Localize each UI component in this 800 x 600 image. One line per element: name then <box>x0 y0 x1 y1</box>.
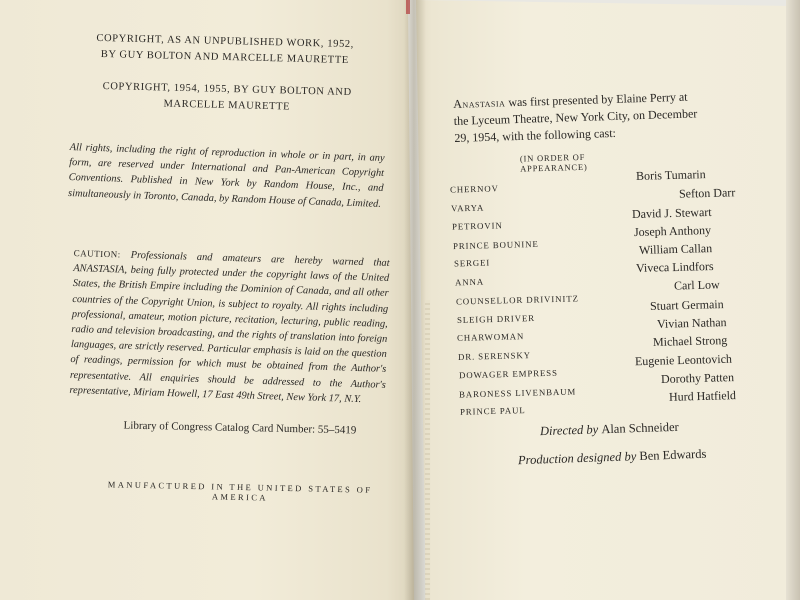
spine-edge <box>406 0 410 14</box>
cast-actor: Sefton Darr <box>678 185 736 201</box>
cast-role: BARONESS LIVENBAUM <box>458 386 577 400</box>
cast-actor: Stuart Germain <box>649 297 724 313</box>
cast-role: PRINCE PAUL <box>459 405 526 417</box>
caution-text: Professionals and amateurs are hereby warned that ANASTASIA, being fully protected under the copyright laws of the United States, the British Empire including the Dominion of Canada, and all other countries of the Copyright Union, is subject to royalty. All rights including professional, amateur, motion picture, recitation, lecturing, public reading, radio and television broadcasting, and the rights of translation into foreign languages, are strictly reserved. Particular emphasis is laid on the question of readings, permission for which must be obtained from the Author's representative. All enquiries should be addressed to the Author's representative, Miriam Howell, 17 East 49th Street, New York 17, N.Y. <box>69 249 390 405</box>
cast-actor: David J. Stewart <box>631 204 712 222</box>
cast-actor: Vivian Nathan <box>656 315 727 331</box>
cover-edge <box>786 0 800 600</box>
order-of-appearance-note: (IN ORDER OF APPEARANCE) <box>519 151 588 174</box>
cast-actor: Eugenie Leontovich <box>634 351 733 369</box>
cast-actor: Michael Strong <box>652 333 728 349</box>
cast-role: VARYA <box>450 202 485 214</box>
rights-paragraph: All rights, including the right of reproduction in whole or in part, in any form, are reserved under International and Pan-American Copyright Conventions. Published in New York by Random House, Inc., and simultaneously in Toronto, Canada, by Random House of Canada, Limited. <box>67 141 385 210</box>
cast-actor: Dorothy Patten <box>660 370 735 386</box>
cast-actor: William Callan <box>638 241 713 257</box>
cast-actor: Joseph Anthony <box>633 222 712 240</box>
cast-role: CHERNOV <box>449 183 499 195</box>
copyright-unpublished: COPYRIGHT, AS AN UNPUBLISHED WORK, 1952, BY GUY BOLTON AND MARCELLE MAURETTE <box>96 32 355 67</box>
cast-role: SERGEI <box>453 257 491 269</box>
library-of-congress-number: Library of Congress Catalog Card Number: 55–5419 <box>123 419 357 437</box>
caution-label: CAUTION: <box>73 247 121 260</box>
cast-role: DR. SERENSKY <box>457 350 532 362</box>
cast-role: CHARWOMAN <box>456 331 525 343</box>
page-rough-edge <box>425 300 430 600</box>
director-name: Alan Schneider <box>601 419 679 437</box>
cast-role: PRINCE BOUNINE <box>452 238 539 252</box>
cast-actor: Boris Tumarin <box>635 167 706 183</box>
directed-label: Directed by <box>539 422 599 439</box>
copyright-published: COPYRIGHT, 1954, 1955, BY GUY BOLTON AND MARCELLE MAURETTE <box>102 80 352 113</box>
cast-list <box>450 168 750 418</box>
designed-label: Production designed by <box>517 449 637 468</box>
manufactured-notice: MANUFACTURED IN THE UNITED STATES OF AMERICA <box>107 479 373 503</box>
cast-actor: Carl Low <box>673 277 720 293</box>
play-title: Anastasia <box>453 95 506 111</box>
book-gutter <box>404 0 426 600</box>
cast-role: ANNA <box>454 276 485 288</box>
intro-text: was first presented by Elaine Perry at the Lyceum Theatre, New York City, on December 29, 1954, with the following cast: <box>453 89 698 145</box>
cast-role: SLEIGH DRIVER <box>456 312 536 326</box>
cast-actor: Viveca Lindfors <box>635 258 714 276</box>
cast-role: DOWAGER EMPRESS <box>458 367 558 381</box>
cast-role: PETROVIN <box>451 220 503 232</box>
caution-paragraph <box>69 246 390 408</box>
cast-actor: Hurd Hatfield <box>668 388 737 404</box>
designer-name: Ben Edwards <box>639 446 707 464</box>
cast-role: COUNSELLOR DRIVINITZ <box>455 293 579 307</box>
production-intro <box>453 88 704 147</box>
